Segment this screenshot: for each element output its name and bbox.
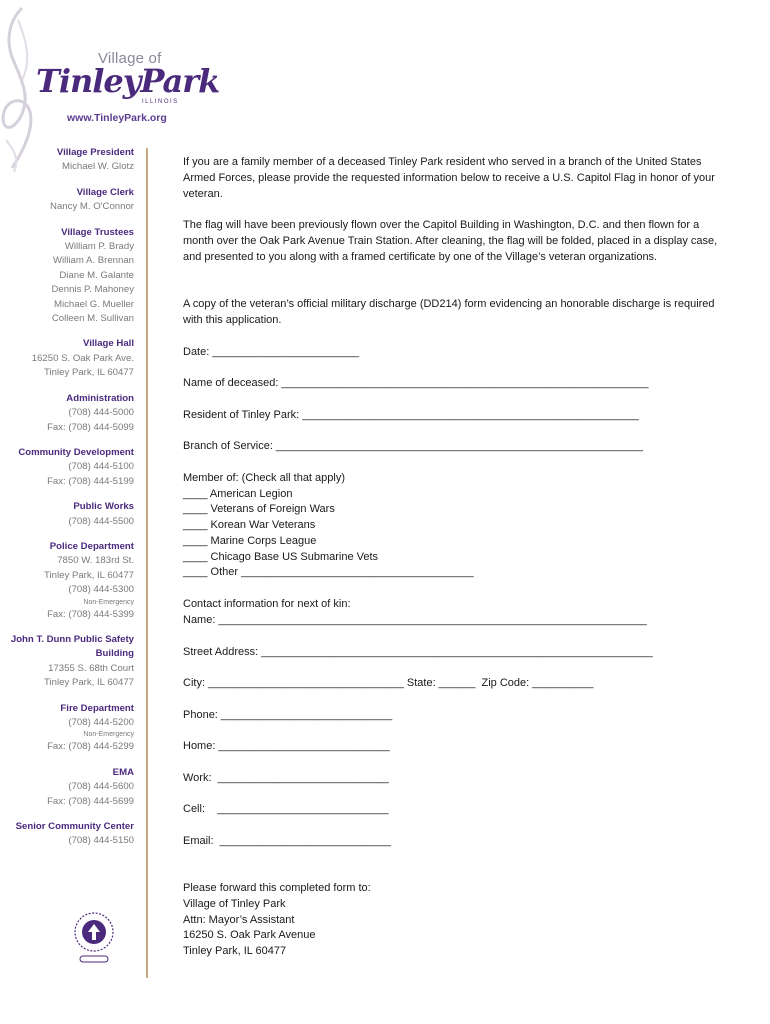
- directory-line: 7850 W. 183rd St.: [57, 555, 134, 567]
- contact-label: Contact information for next of kin:: [183, 598, 351, 610]
- option-korean-war-veterans[interactable]: ____ Korean War Veterans: [183, 519, 316, 531]
- forward-line: Tinley Park, IL 60477: [183, 945, 287, 958]
- directory-line: 16250 S. Oak Park Ave.: [31, 352, 134, 364]
- work-phone-field[interactable]: Work: ____________________________: [183, 772, 389, 784]
- directory-heading: Village Hall: [82, 338, 134, 350]
- phone-field[interactable]: Phone: ____________________________: [183, 709, 393, 721]
- directory-line: (708) 444-5200: [68, 717, 134, 728]
- directory-line: Fax: (708) 444-5399: [47, 608, 134, 620]
- deceased-name-field[interactable]: Name of deceased: ____________________________________________________________: [183, 377, 649, 389]
- intro-paragraph: If you are a family member of a deceased Tinley Park resident who served in a branch of the United States Armed Forces, please provide the requested information below to receive a U.S. Capitol Flag in honor of your veteran.: [183, 156, 715, 200]
- directory-block: [0, 540, 134, 622]
- cell-phone-field[interactable]: Cell: ____________________________: [183, 803, 389, 815]
- forward-address-block: [183, 881, 371, 960]
- directory-line: Tinley Park, IL 60477: [44, 569, 134, 581]
- directory-block: [0, 226, 134, 327]
- logo-state: ILLINOIS: [142, 99, 179, 105]
- sidebar-divider: [146, 148, 148, 978]
- directory-line: (708) 444-5000: [68, 407, 134, 419]
- directory-note: Non-Emergency: [83, 598, 134, 606]
- directory-heading: Senior Community Center: [15, 821, 134, 833]
- forward-line: Attn: Mayor’s Assistant: [183, 913, 295, 926]
- directory-line: 17355 S. 68th Court: [48, 662, 134, 674]
- flag-paragraph: The flag will have been previously flown over the Capitol Building in Washington, D.C. and then flown for a month over the Oak Park Avenue Train Station. After cleaning, the flag will be folded, placed in a display case, and presented to you along with a framed certificate by one of the Village’s veteran organizations.: [183, 219, 718, 263]
- option-submarine-vets[interactable]: ____ Chicago Base US Submarine Vets: [183, 551, 379, 563]
- street-address-field[interactable]: Street Address: ________________________________________________________________: [183, 646, 653, 658]
- directory-heading: Fire Department: [60, 702, 134, 714]
- directory-line: (708) 444-5150: [68, 835, 134, 847]
- option-marine-corps-league[interactable]: ____ Marine Corps League: [183, 535, 317, 547]
- directory-block: [0, 500, 134, 529]
- option-vfw[interactable]: ____ Veterans of Foreign Wars: [183, 503, 335, 515]
- directory-line: Dennis P. Mahoney: [51, 284, 134, 296]
- directory-heading: Community Development: [18, 446, 134, 458]
- directory-line: (708) 444-5500: [68, 515, 134, 527]
- logo-name: TinleyPark: [36, 62, 220, 100]
- directory-heading: Village Trustees: [61, 226, 134, 238]
- dd214-paragraph: A copy of the veteran’s official military discharge (DD214) form evidencing an honorable discharge is required with this application.: [183, 298, 715, 326]
- directory-block: [0, 337, 134, 380]
- directory-heading: Public Works: [73, 501, 134, 513]
- forward-line: Please forward this completed form to:: [183, 882, 371, 894]
- directory-block: [0, 446, 134, 489]
- directory-line: Michael G. Mueller: [54, 298, 134, 310]
- forward-line: Village of Tinley Park: [183, 897, 286, 910]
- home-phone-field[interactable]: Home: ____________________________: [183, 740, 390, 752]
- directory-line: Colleen M. Sullivan: [51, 313, 134, 325]
- directory-line: Diane M. Galante: [59, 269, 134, 281]
- directory-line: Nancy M. O'Connor: [50, 201, 134, 213]
- city-state-zip-field[interactable]: City: ________________________________ State: ______ Zip Code: __________: [183, 677, 594, 689]
- directory-heading: Police Department: [49, 540, 134, 552]
- directory-line: (708) 444-5600: [68, 781, 134, 793]
- directory-line: Tinley Park, IL 60477: [44, 677, 134, 689]
- village-directory-sidebar: [0, 146, 134, 860]
- directory-line: Fax: (708) 444-5699: [47, 795, 134, 807]
- kin-name-field[interactable]: Name: ______________________________________________________________________: [183, 614, 647, 626]
- branch-field[interactable]: Branch of Service: ____________________________________________________________: [183, 440, 643, 452]
- directory-line: Michael W. Glotz: [62, 161, 134, 173]
- member-of-label: Member of: (Check all that apply): [183, 472, 346, 484]
- directory-heading: John T. Dunn Public Safety Building: [10, 633, 134, 660]
- directory-block: [0, 146, 134, 175]
- directory-block: [0, 820, 134, 849]
- date-field[interactable]: Date: ________________________: [183, 346, 360, 358]
- directory-line: Fax: (708) 444-5099: [47, 421, 134, 433]
- directory-heading: Village President: [56, 147, 134, 158]
- directory-note: Non-Emergency: [83, 731, 134, 739]
- directory-block: [0, 186, 134, 215]
- directory-block: [0, 392, 134, 435]
- directory-block: [0, 702, 134, 755]
- village-logo: [36, 48, 220, 110]
- directory-line: (708) 444-5100: [68, 461, 134, 473]
- resident-field[interactable]: Resident of Tinley Park: _______________________________________________________: [183, 409, 639, 421]
- forward-line: 16250 S. Oak Park Avenue: [183, 929, 316, 942]
- directory-heading: EMA: [112, 766, 134, 778]
- directory-block: [0, 766, 134, 809]
- directory-line: William A. Brennan: [52, 255, 134, 267]
- option-other[interactable]: ____ Other ______________________________________: [183, 566, 474, 578]
- directory-line: William P. Brady: [64, 241, 134, 253]
- option-american-legion[interactable]: ____ American Legion: [183, 488, 293, 500]
- directory-block: [0, 633, 134, 691]
- directory-line: Fax: (708) 444-5299: [47, 741, 134, 753]
- directory-line: Tinley Park, IL 60477: [44, 367, 134, 379]
- directory-heading: Village Clerk: [76, 186, 134, 198]
- village-seal-icon: [70, 910, 118, 966]
- email-field[interactable]: Email: ____________________________: [183, 835, 391, 847]
- directory-line: (708) 444-5300: [68, 584, 134, 596]
- logo-village-of: Village of: [98, 50, 162, 67]
- directory-line: Fax: (708) 444-5199: [47, 475, 134, 487]
- directory-heading: Administration: [66, 392, 134, 404]
- website-link[interactable]: www.TinleyPark.org: [67, 112, 167, 124]
